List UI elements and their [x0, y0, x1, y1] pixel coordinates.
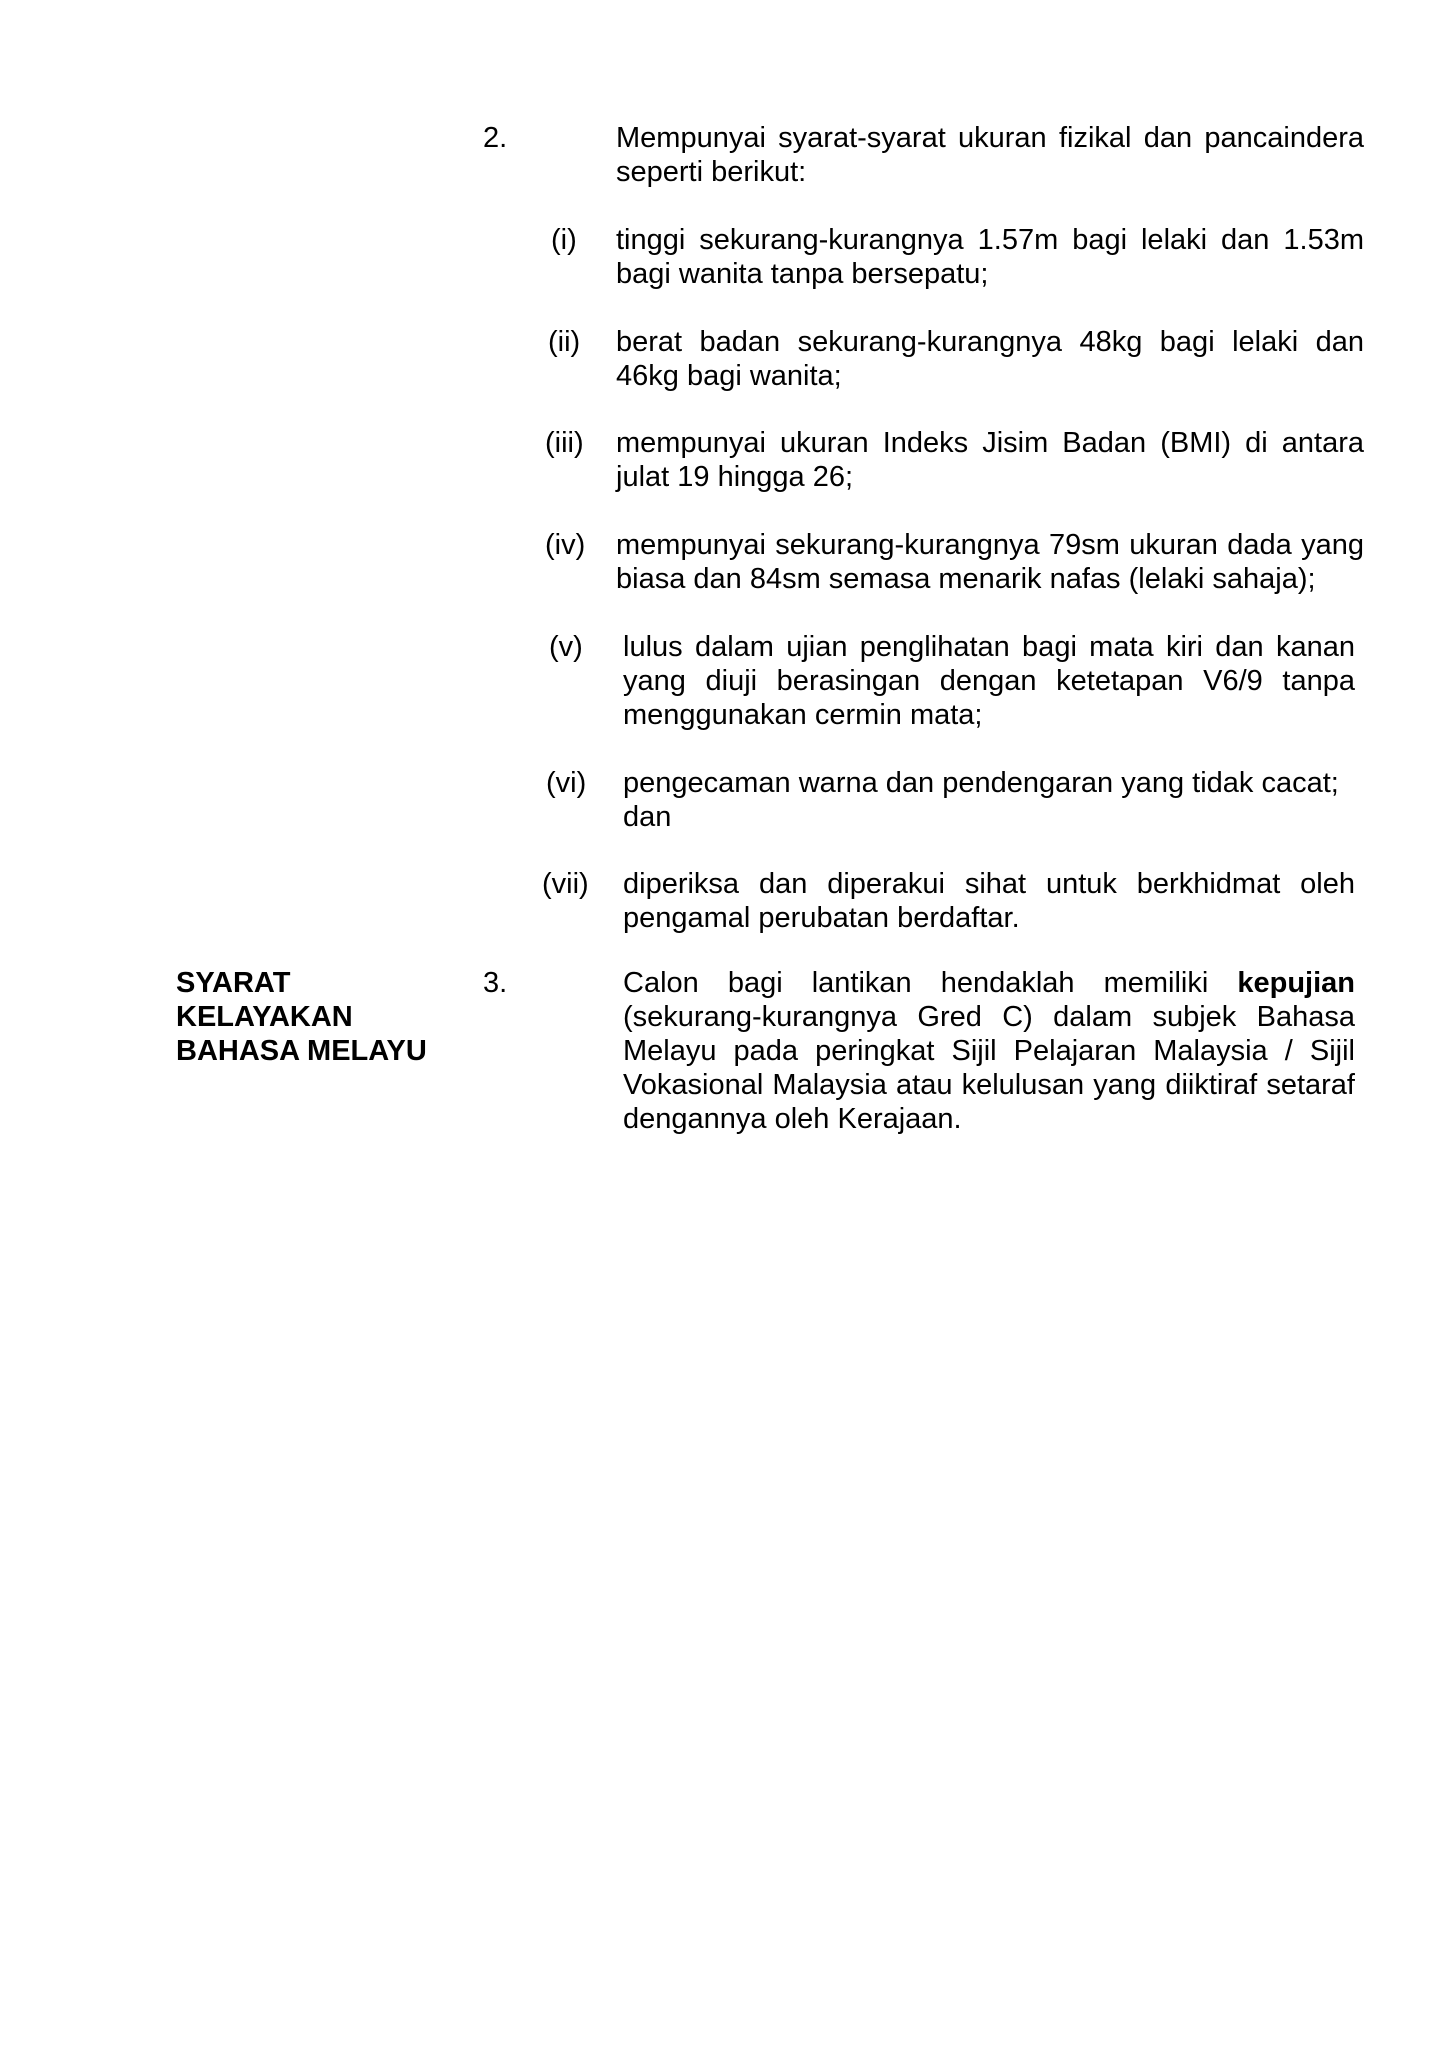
item-3-bold-term: kepujian: [1237, 967, 1355, 999]
subitem-text-v: lulus dalam ujian penglihatan bagi mata kiri dan kanan yang diuji berasingan dengan ketetapan V6/9 tanpa menggunakan cermin mata;: [623, 631, 1355, 731]
item-3-text-part: (sekurang-kurangnya Gred C) dalam subjek Bahasa Melayu pada peringkat Sijil Pelajaran Malaysia / Sijil Vokasional Malaysia atau kelulusan yang diiktiraf setaraf dengannya oleh Kerajaan.: [623, 1001, 1355, 1135]
subitem-text-iii: mempunyai ukuran Indeks Jisim Badan (BMI) di antara julat 19 hingga 26;: [616, 427, 1364, 493]
item-number-3: 3.: [483, 967, 508, 999]
subitem-text-iv: mempunyai sekurang-kurangnya 79sm ukuran dada yang biasa dan 84sm semasa menarik nafas (lelaki sahaja);: [616, 529, 1364, 595]
subitem-text-vi: pengecaman warna dan pendengaran yang tidak cacat; dan: [623, 767, 1339, 833]
subitem-text-ii: berat badan sekurang-kurangnya 48kg bagi lelaki dan 46kg bagi wanita;: [616, 326, 1364, 392]
section-heading-line: BAHASA MELAYU: [176, 1035, 427, 1067]
item-3-text-part: Calon bagi lantikan hendaklah memiliki: [623, 967, 1238, 999]
subitem-text-i: tinggi sekurang-kurangnya 1.57m bagi lelaki dan 1.53m bagi wanita tanpa bersepatu;: [616, 224, 1364, 290]
subitem-label-ii: (ii): [548, 326, 581, 358]
section-heading-line: SYARAT: [176, 967, 291, 999]
subitem-label-iv: (iv): [545, 529, 586, 561]
item-2-text: Mempunyai syarat-syarat ukuran fizikal dan pancaindera seperti berikut:: [616, 122, 1364, 188]
item-number-2: 2.: [483, 122, 508, 154]
subitem-text-vii: diperiksa dan diperakui sihat untuk berkhidmat oleh pengamal perubatan berdaftar.: [623, 868, 1355, 934]
subitem-label-i: (i): [551, 224, 577, 256]
subitem-label-iii: (iii): [545, 427, 584, 459]
subitem-label-vi: (vi): [546, 767, 587, 799]
subitem-label-v: (v): [549, 631, 583, 663]
section-heading-line: KELAYAKAN: [176, 1001, 353, 1033]
item-3-text: [623, 966, 1355, 1136]
section-heading-syarat-kelayakan: [176, 966, 476, 1068]
subitem-label-vii: (vii): [542, 868, 589, 900]
